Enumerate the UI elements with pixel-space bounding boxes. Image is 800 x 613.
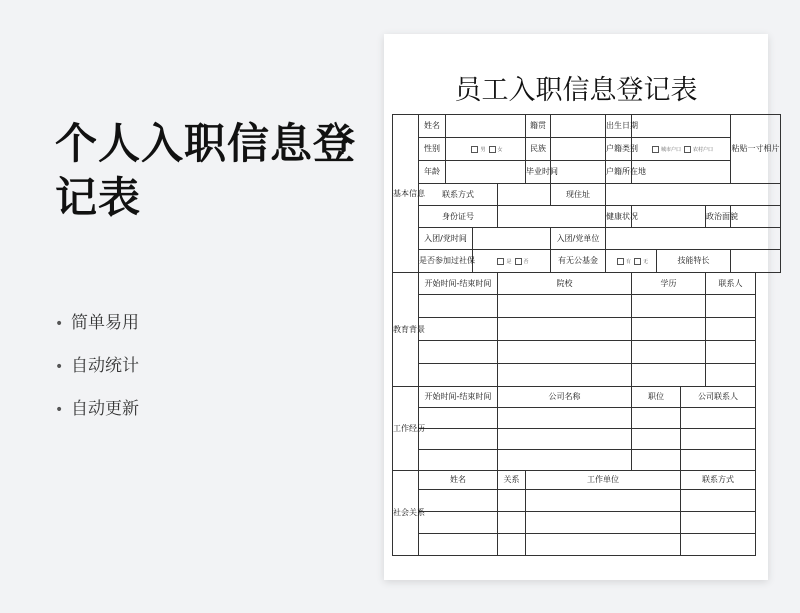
work-header: 开始时间-结束时间 <box>419 387 498 408</box>
field-current-address[interactable] <box>606 184 781 206</box>
education-header: 院校 <box>498 273 632 295</box>
education-header: 学历 <box>632 273 706 295</box>
field-ethnicity[interactable] <box>551 138 606 161</box>
social-header: 联系方式 <box>681 471 756 490</box>
field-party-time[interactable] <box>473 228 551 250</box>
form-title: 员工入职信息登记表 <box>454 75 698 106</box>
field-health[interactable] <box>632 206 706 228</box>
checkbox-icon[interactable] <box>515 258 522 265</box>
label-hukou-location: 户籍所在地 <box>606 161 632 184</box>
label-skills: 技能特长 <box>657 250 731 273</box>
checkbox-icon[interactable] <box>497 258 504 265</box>
label-hukou-type: 户籍类别 <box>606 138 632 161</box>
feature-item <box>55 308 139 351</box>
label-id-number: 身份证号 <box>419 206 498 228</box>
field-id-number[interactable] <box>498 206 606 228</box>
section-basic: 基本信息 <box>393 115 419 273</box>
label-age: 年龄 <box>419 161 446 184</box>
label-health: 健康状况 <box>606 206 632 228</box>
bullet-dot-icon: • <box>55 402 64 418</box>
label-political-status: 政治面貌 <box>706 206 731 228</box>
table-row <box>393 295 781 318</box>
table-row <box>393 490 781 512</box>
feature-item <box>55 351 139 394</box>
field-political-status[interactable] <box>731 206 781 228</box>
photo-box: 粘贴一寸相片 <box>731 115 781 184</box>
table-row <box>393 450 781 471</box>
field-contact[interactable] <box>498 184 551 206</box>
bullet-dot-icon: • <box>55 316 64 332</box>
table-row <box>393 364 781 387</box>
registration-form-table <box>392 114 781 556</box>
checkbox-icon[interactable] <box>634 258 641 265</box>
field-native-place[interactable] <box>551 115 606 138</box>
form-preview <box>384 34 780 580</box>
checkbox-icon[interactable] <box>684 146 691 153</box>
section-education: 教育背景 <box>393 273 419 387</box>
table-row <box>393 429 781 450</box>
work-header: 职位 <box>632 387 681 408</box>
checkbox-icon[interactable] <box>617 258 624 265</box>
feature-label: 自动更新 <box>71 399 139 419</box>
table-row <box>393 408 781 429</box>
label-ethnicity: 民族 <box>526 138 551 161</box>
checkbox-icon[interactable] <box>471 146 478 153</box>
field-name[interactable] <box>446 115 526 138</box>
field-graduation-time[interactable] <box>551 161 606 184</box>
feature-label: 简单易用 <box>71 313 139 333</box>
field-party-unit[interactable] <box>606 228 781 250</box>
label-contact: 联系方式 <box>419 184 498 206</box>
label-party-unit: 入团/党单位 <box>551 228 606 250</box>
social-header: 关系 <box>498 471 526 490</box>
social-header: 工作单位 <box>526 471 681 490</box>
label-native-place: 籍贯 <box>526 115 551 138</box>
table-row <box>393 534 781 556</box>
social-header: 姓名 <box>419 471 498 490</box>
label-housing-fund: 有无公基金 <box>551 250 606 273</box>
work-header: 公司名称 <box>498 387 632 408</box>
checkbox-icon[interactable] <box>652 146 659 153</box>
field-skills[interactable] <box>731 250 781 273</box>
table-row <box>393 512 781 534</box>
field-gender[interactable]: 男 女 <box>446 138 526 161</box>
field-social-security[interactable]: 是 否 <box>473 250 551 273</box>
field-housing-fund[interactable]: 有 无 <box>606 250 657 273</box>
field-hukou-location[interactable] <box>632 161 731 184</box>
field-birth-date[interactable] <box>632 115 731 138</box>
label-graduation-time: 毕业时间 <box>526 161 551 184</box>
table-row <box>393 318 781 341</box>
feature-list <box>55 308 139 437</box>
work-header: 公司联系人 <box>681 387 756 408</box>
headline: 个人入职信息登记表 <box>55 119 357 222</box>
feature-item <box>55 394 139 437</box>
education-header: 开始时间-结束时间 <box>419 273 498 295</box>
label-current-address: 现住址 <box>551 184 606 206</box>
label-party-time: 入团/党时间 <box>419 228 473 250</box>
label-gender: 性别 <box>419 138 446 161</box>
bullet-dot-icon: • <box>55 359 64 375</box>
section-social: 社会关系 <box>393 471 419 556</box>
label-social-security: 是否参加过社保 <box>419 250 473 273</box>
education-header: 联系人 <box>706 273 756 295</box>
label-birth-date: 出生日期 <box>606 115 632 138</box>
table-row <box>393 341 781 364</box>
field-age[interactable] <box>446 161 526 184</box>
section-work: 工作经历 <box>393 387 419 471</box>
label-name: 姓名 <box>419 115 446 138</box>
field-hukou-type[interactable]: 城市户口 农村户口 <box>632 138 731 161</box>
checkbox-icon[interactable] <box>489 146 496 153</box>
feature-label: 自动统计 <box>71 356 139 376</box>
